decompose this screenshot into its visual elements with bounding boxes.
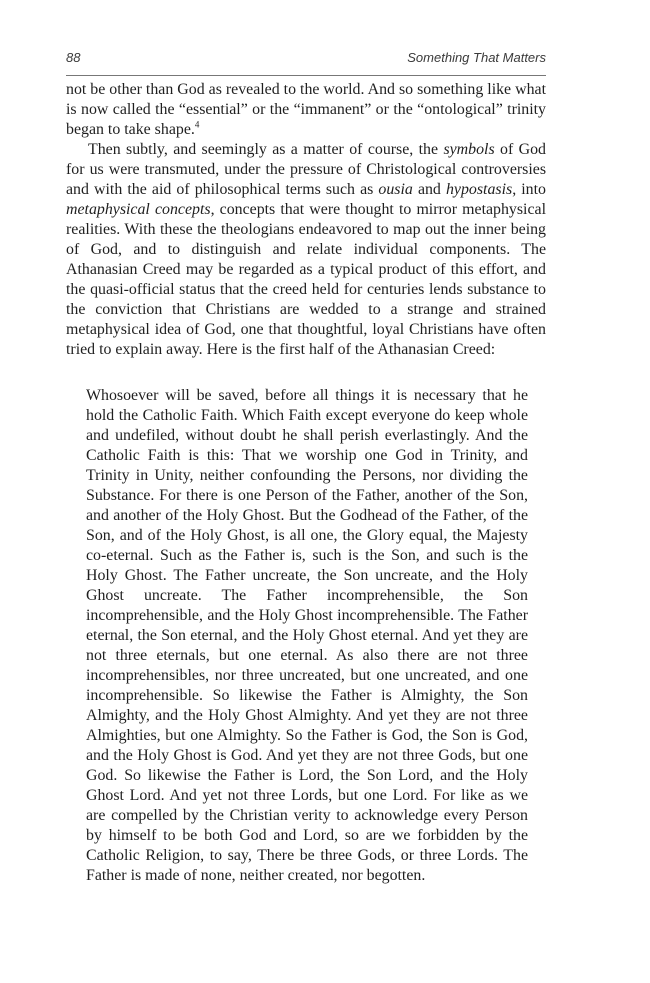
paragraph-2-text: and	[412, 181, 446, 198]
page-number: 88	[66, 50, 81, 65]
paragraph-1-text: not be other than God as revealed to the world. And so something like what is now called the “essential” or the “immanent” or the “ontological” trinity began to take shape.	[66, 81, 546, 138]
main-text	[66, 80, 546, 360]
italic-term: hypostasis	[445, 181, 513, 198]
italic-term: ousia	[378, 181, 413, 198]
block-quote: Whosoever will be saved, before all things it is necessary that he hold the Catholic Faith. Which Faith except everyone do keep whole and undefiled, without doubt he shall perish everlastingly. And the Catholic Faith is this: That we worship one God in Trinity, and Trinity in Unity, neither confounding the Persons, nor dividing the Substance. For there is one Person of the Father, another of the Son, and another of the Holy Ghost. But the Godhead of the Father, of the Son, and of the Holy Ghost, is all one, the Glory equal, the Majesty co-eternal. Such as the Father is, such is the Son, and such is the Holy Ghost. The Father uncreate, the Son uncreate, and the Holy Ghost uncreate. The Father incomprehensible, the Son incomprehensible, and the Holy Ghost incomprehensible. The Father eternal, the Son eternal, and the Holy Ghost eternal. And yet they are not three eternals, but one eternal. As also there are not three incomprehensibles, nor three uncreated, but one uncreated, and one incomprehensible. So likewise the Father is Almighty, the Son Almighty, and the Holy Ghost Almighty. And yet they are not three Almighties, but one Almighty. So the Father is God, the Son is God, and the Holy Ghost is God. And yet they are not three Gods, but one God. So likewise the Father is Lord, the Son Lord, and the Holy Ghost Lord. And yet not three Lords, but one Lord. For like as we are compelled by the Christian verity to acknowledge every Person by himself to be both God and Lord, so are we forbidden by the Catholic Religion, to say, There be three Gods, or three Lords. The Father is made of none, neither created, nor begotten.	[86, 387, 528, 884]
paragraph-2-text: Then subtly, and seemingly as a matter of course, the	[88, 141, 444, 158]
paragraph-2	[66, 140, 546, 360]
paragraph-1	[66, 80, 546, 140]
paragraph-2-text: , concepts that were thought to mirror metaphysical realities. With these the theologians endeavored to map out the inner being of God, and to distinguish and relate individual components. The Athanasian Creed may be regarded as a typical product of this effort, and the quasi-official status that the creed held for centuries lends substance to the conviction that Christians are wedded to a strange and strained metaphysical idea of God, one that thoughtful, loyal Christians have often tried to explain away. Here is the first half of the Athanasian Creed:	[66, 201, 546, 358]
running-title: Something That Matters	[407, 50, 546, 65]
paragraph-2-text: of God for us were transmuted, under the pressure of Christological controversies and with the aid of philosophical terms such as	[66, 141, 546, 198]
header-rule	[66, 75, 546, 76]
paragraph-2-text: , into	[512, 181, 546, 198]
footnote-ref: 4	[194, 119, 200, 130]
italic-term: symbols	[443, 141, 495, 158]
italic-term: metaphysical concepts	[66, 201, 211, 218]
